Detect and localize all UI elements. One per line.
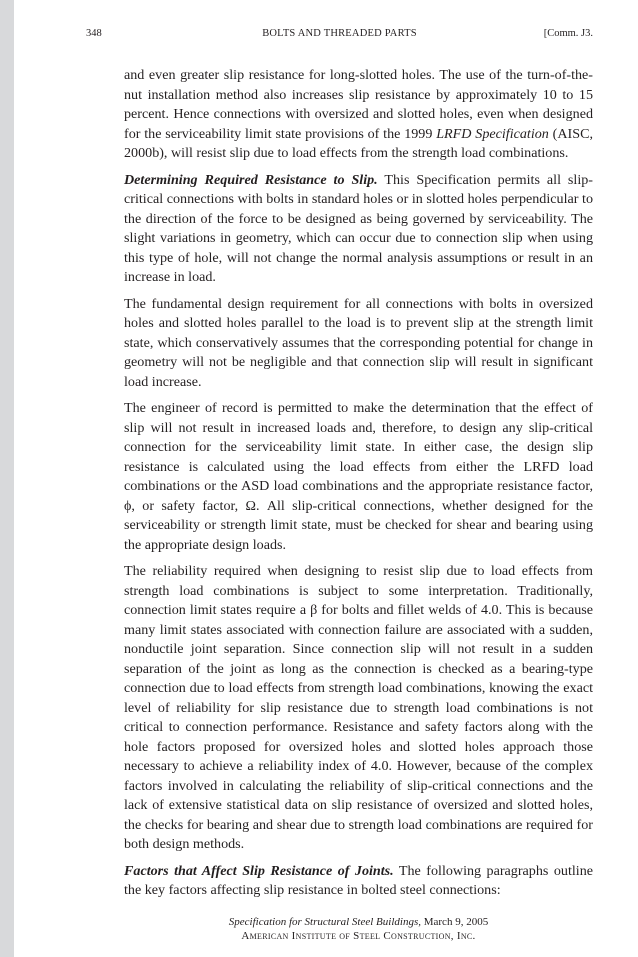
footer-publisher: American Institute of Steel Construction, Inc. xyxy=(241,930,476,942)
page-gutter xyxy=(0,0,14,957)
paragraph-6-text: The following paragraphs outline the key factors affecting slip resistance in bolted steel connections: xyxy=(124,862,593,898)
paragraph-6 xyxy=(124,862,593,901)
section-reference: [Comm. J3. xyxy=(543,28,593,39)
body-text xyxy=(124,66,593,908)
footer-date: March 9, 2005 xyxy=(420,916,489,928)
paragraph-2-heading: Determining Required Resistance to Slip. xyxy=(124,171,378,188)
page-number: 348 xyxy=(86,28,102,39)
paragraph-4 xyxy=(124,399,593,555)
paragraph-2 xyxy=(124,171,593,288)
paragraph-3 xyxy=(124,295,593,393)
paragraph-1 xyxy=(124,66,593,164)
running-title: BOLTS AND THREADED PARTS xyxy=(262,28,417,39)
paragraph-6-heading: Factors that Affect Slip Resistance of Joints. xyxy=(124,862,394,879)
paragraph-1-text-b: (AISC, 2000b), will resist slip due to load effects from the strength load combinations. xyxy=(124,125,593,161)
paragraph-2-text: This Specification permits all slip-critical connections with bolts in standard holes or in slotted holes perpendicular to the direction of the force to be designed as being governed by serviceability. The slight variations in geometry, which can occur due to connection slip when using this type of hole, will not change the normal analysis assumptions or result in an increase in load. xyxy=(124,171,593,285)
paragraph-3-text: The fundamental design requirement for all connections with bolts in oversized holes and slotted holes parallel to the load is to prevent slip at the strength limit state, which conservatively assumes that the corresponding potential for change in geometry will not be negligible and that connection slip will result in significant load increase. xyxy=(124,295,593,390)
page-footer xyxy=(124,915,593,943)
footer-spec-line xyxy=(124,915,593,929)
paragraph-4-text: The engineer of record is permitted to make the determination that the effect of slip will not result in increased loads and, therefore, to design any slip-critical connection for the serviceability limit state. In either case, the design slip resistance is calculated using the load effects from either the LRFD load combinations or the ASD load combinations and the appropriate resistance factor, ϕ, or safety factor, Ω. All slip-critical connections, whether designed for the serviceability or strength limit state, must be checked for shear and bearing using the appropriate design loads. xyxy=(124,400,593,553)
paragraph-5-text: The reliability required when designing to resist slip due to load effects from strength load combinations is subject to some interpretation. Traditionally, connection limit states require a β for bolts and fillet welds of 4.0. This is because many limit states associated with connection failure are associated with a sudden, nonductile joint separation. Since connection slip will not result in a sudden separation of the joint as long as the connection is checked as a bearing-type connection due to load effects from strength load combinations, knowing the exact level of reliability for slip resistance due to strength load combinations is not critical to connection performance. Resistance and safety factors along with the hole factors proposed for oversized holes and slotted holes approach those necessary to achieve a reliability index of 4.0. However, because of the complex factors involved in calculating the reliability of slip-critical connections and the lack of extensive statistical data on slip resistance of oversized and slotted holes, the checks for bearing and shear due to strength load combinations are required for both design methods. xyxy=(124,563,593,852)
paragraph-5 xyxy=(124,562,593,855)
running-head xyxy=(86,27,593,41)
footer-spec-title: Specification for Structural Steel Buildings, xyxy=(228,916,421,928)
paragraph-1-citation: LRFD Specification xyxy=(436,125,549,142)
paragraph-1-text-a: and even greater slip resistance for long-slotted holes. The use of the turn-of-the-nut installation method also increases slip resistance by approximately 10 to 15 percent. Hence connections with oversized and slotted holes, even when designed for the serviceability limit state provisions of the 1999 xyxy=(124,67,593,142)
